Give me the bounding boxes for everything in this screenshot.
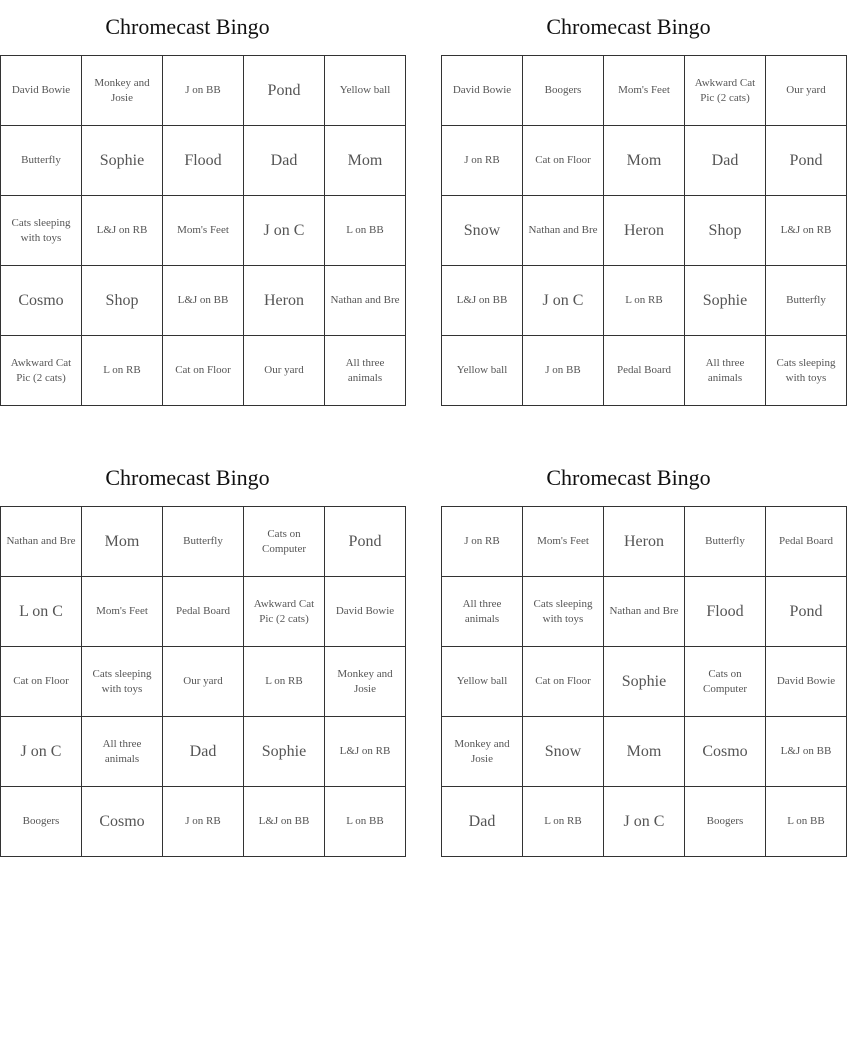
grid-cell: J on BB <box>523 336 604 406</box>
grid-cell: J on RB <box>442 507 523 577</box>
grid-cell: L on BB <box>325 787 406 857</box>
grid-cell: All three animals <box>82 717 163 787</box>
grid-cell: Cat on Floor <box>1 647 82 717</box>
grid-cell: Boogers <box>523 56 604 126</box>
grid-cell: Shop <box>685 196 766 266</box>
card-title: Chromecast Bingo <box>105 465 270 490</box>
bingo-card-1 <box>0 0 400 406</box>
grid-cell: L on RB <box>604 266 685 336</box>
grid-cell: Cats sleeping with toys <box>82 647 163 717</box>
grid-row <box>442 577 847 647</box>
grid-cell: L&J on RB <box>766 196 847 266</box>
grid-cell: J on C <box>1 717 82 787</box>
grid-cell: Cat on Floor <box>523 126 604 196</box>
grid-row <box>442 717 847 787</box>
grid-row <box>1 56 406 126</box>
grid-cell: Cats on Computer <box>685 647 766 717</box>
grid-cell: All three animals <box>685 336 766 406</box>
grid-row <box>1 507 406 577</box>
grid-row <box>1 787 406 857</box>
grid-cell: L&J on RB <box>82 196 163 266</box>
grid-cell: Heron <box>604 196 685 266</box>
grid-cell: L&J on BB <box>442 266 523 336</box>
grid-cell: Flood <box>163 126 244 196</box>
grid-cell: J on C <box>523 266 604 336</box>
grid-row <box>442 787 847 857</box>
grid-cell: L on RB <box>244 647 325 717</box>
grid-cell: L on C <box>1 577 82 647</box>
grid-cell: Heron <box>244 266 325 336</box>
grid-cell: Pedal Board <box>163 577 244 647</box>
grid-cell: David Bowie <box>442 56 523 126</box>
grid-cell: Flood <box>685 577 766 647</box>
grid-row <box>1 196 406 266</box>
grid-cell: L&J on BB <box>163 266 244 336</box>
grid-cell: Our yard <box>766 56 847 126</box>
grid-cell: Boogers <box>1 787 82 857</box>
grid-cell: L on BB <box>766 787 847 857</box>
grid-cell: Heron <box>604 507 685 577</box>
grid-cell: Mom's Feet <box>82 577 163 647</box>
grid-cell: Sophie <box>685 266 766 336</box>
grid-cell: Cosmo <box>685 717 766 787</box>
grid-cell: Sophie <box>82 126 163 196</box>
grid-cell: Butterfly <box>1 126 82 196</box>
grid-cell: Nathan and Bre <box>1 507 82 577</box>
grid-cell: Yellow ball <box>442 647 523 717</box>
grid-cell: Our yard <box>244 336 325 406</box>
card-title: Chromecast Bingo <box>546 465 711 490</box>
grid-row <box>442 647 847 717</box>
grid-cell: Cat on Floor <box>163 336 244 406</box>
grid-cell: Our yard <box>163 647 244 717</box>
grid-cell: J on RB <box>442 126 523 196</box>
grid-cell: L&J on RB <box>325 717 406 787</box>
bingo-grid <box>0 55 406 406</box>
bingo-card-2 <box>441 0 836 406</box>
grid-cell: All three animals <box>325 336 406 406</box>
grid-cell: Mom <box>82 507 163 577</box>
grid-cell: Nathan and Bre <box>325 266 406 336</box>
grid-cell: Snow <box>523 717 604 787</box>
grid-cell: Snow <box>442 196 523 266</box>
grid-cell: David Bowie <box>766 647 847 717</box>
grid-cell: Monkey and Josie <box>82 56 163 126</box>
grid-cell: Sophie <box>244 717 325 787</box>
grid-cell: Pond <box>244 56 325 126</box>
grid-cell: Butterfly <box>766 266 847 336</box>
grid-cell: Awkward Cat Pic (2 cats) <box>685 56 766 126</box>
grid-cell: All three animals <box>442 577 523 647</box>
grid-cell: Awkward Cat Pic (2 cats) <box>1 336 82 406</box>
grid-row <box>442 56 847 126</box>
grid-row <box>442 336 847 406</box>
grid-cell: Yellow ball <box>325 56 406 126</box>
grid-cell: Cats sleeping with toys <box>1 196 82 266</box>
bingo-card-3 <box>0 451 395 857</box>
grid-cell: Dad <box>685 126 766 196</box>
grid-cell: Mom's Feet <box>163 196 244 266</box>
grid-cell: J on C <box>244 196 325 266</box>
card-title: Chromecast Bingo <box>105 14 270 39</box>
bingo-grid <box>441 506 847 857</box>
grid-cell: Pond <box>766 126 847 196</box>
grid-cell: Cats sleeping with toys <box>766 336 847 406</box>
bingo-grid <box>441 55 847 406</box>
grid-cell: L on RB <box>82 336 163 406</box>
grid-cell: J on C <box>604 787 685 857</box>
grid-cell: Shop <box>82 266 163 336</box>
grid-cell: David Bowie <box>1 56 82 126</box>
grid-cell: Yellow ball <box>442 336 523 406</box>
grid-cell: J on BB <box>163 56 244 126</box>
grid-cell: Awkward Cat Pic (2 cats) <box>244 577 325 647</box>
grid-cell: Cat on Floor <box>523 647 604 717</box>
grid-cell: David Bowie <box>325 577 406 647</box>
grid-row <box>442 126 847 196</box>
grid-cell: Nathan and Bre <box>523 196 604 266</box>
grid-cell: Nathan and Bre <box>604 577 685 647</box>
bingo-grid <box>0 506 406 857</box>
grid-row <box>442 507 847 577</box>
grid-cell: L on RB <box>523 787 604 857</box>
grid-row <box>1 266 406 336</box>
grid-row <box>1 577 406 647</box>
grid-cell: Mom <box>325 126 406 196</box>
grid-cell: Monkey and Josie <box>442 717 523 787</box>
grid-row <box>442 196 847 266</box>
bingo-card-4 <box>441 451 836 857</box>
grid-cell: Pond <box>325 507 406 577</box>
grid-cell: Butterfly <box>685 507 766 577</box>
grid-cell: Mom <box>604 126 685 196</box>
grid-cell: Cats on Computer <box>244 507 325 577</box>
grid-cell: Pond <box>766 577 847 647</box>
grid-cell: Dad <box>163 717 244 787</box>
grid-cell: Cats sleeping with toys <box>523 577 604 647</box>
grid-row <box>1 647 406 717</box>
grid-cell: Dad <box>244 126 325 196</box>
grid-cell: Monkey and Josie <box>325 647 406 717</box>
grid-cell: Pedal Board <box>766 507 847 577</box>
grid-cell: J on RB <box>163 787 244 857</box>
grid-row <box>1 336 406 406</box>
card-title: Chromecast Bingo <box>546 14 711 39</box>
grid-row <box>1 126 406 196</box>
grid-cell: Dad <box>442 787 523 857</box>
grid-cell: Butterfly <box>163 507 244 577</box>
grid-cell: Boogers <box>685 787 766 857</box>
grid-cell: Sophie <box>604 647 685 717</box>
grid-cell: Cosmo <box>82 787 163 857</box>
grid-cell: Cosmo <box>1 266 82 336</box>
grid-cell: L&J on BB <box>244 787 325 857</box>
grid-cell: L&J on BB <box>766 717 847 787</box>
grid-cell: Mom <box>604 717 685 787</box>
grid-cell: Pedal Board <box>604 336 685 406</box>
grid-cell: L on BB <box>325 196 406 266</box>
grid-cell: Mom's Feet <box>523 507 604 577</box>
grid-cell: Mom's Feet <box>604 56 685 126</box>
grid-row <box>1 717 406 787</box>
grid-row <box>442 266 847 336</box>
